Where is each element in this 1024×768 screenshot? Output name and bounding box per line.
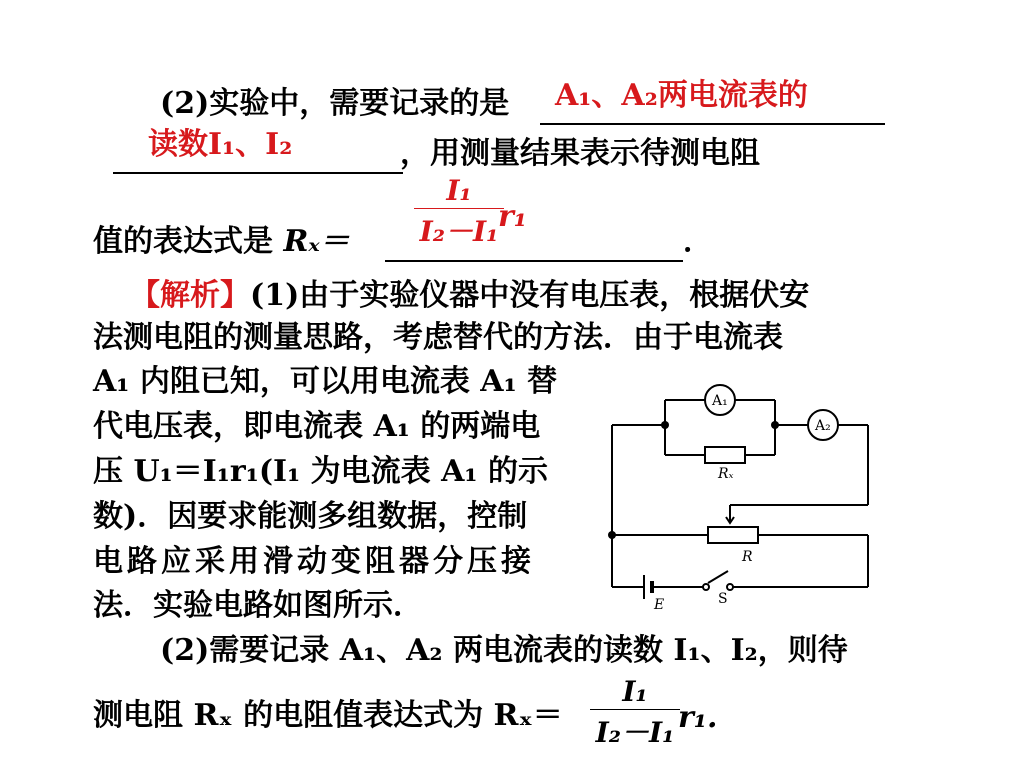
junction-dot (771, 421, 779, 429)
analysis-line-9: (2)需要记录 A₁、A₂ 两电流表的读数 I₁、I₂，则待 (160, 633, 848, 668)
fraction-bar (414, 208, 504, 209)
analysis-line-2: 法测电阻的测量思路，考虑替代的方法．由于电流表 (93, 320, 783, 355)
answer-text-2: 读数I₁、I₂ (148, 127, 293, 162)
analysis-text-1: (1)由于实验仪器中没有电压表，根据伏安 (250, 278, 810, 313)
end-period: ． (683, 224, 713, 259)
question-line-3 (93, 224, 350, 260)
a2-label: A₂ (815, 418, 831, 434)
analysis-line-7: 电路应采用滑动变阻器分压接 (93, 544, 535, 579)
analysis-line-6: 数)．因要求能测多组数据，控制 (93, 499, 528, 534)
analysis-line-4: 代电压表，即电流表 A₁ 的两端电 (93, 409, 541, 444)
junction-dot (608, 531, 616, 539)
answer-fraction (414, 174, 504, 250)
resistor-rx (705, 447, 745, 463)
s-label: S (718, 591, 728, 607)
rx-equals: Rₓ＝ (283, 224, 350, 259)
answer-blank-2 (113, 172, 403, 174)
r-label: R (742, 549, 753, 565)
analysis-fraction-numerator: I₁ (622, 675, 648, 708)
answer-fraction-tail: r₁ (498, 199, 527, 234)
answer-fraction-denominator: I₂－I₁ (419, 215, 499, 248)
switch-contact (703, 584, 709, 590)
analysis-fraction-denominator: I₂－I₁ (595, 716, 675, 749)
answer-fraction-numerator: I₁ (446, 174, 472, 207)
analysis-fraction-bar (590, 709, 680, 710)
analysis-line-1 (130, 278, 809, 314)
question-text: (2)实验中，需要记录的是 (160, 86, 510, 121)
question-line-2: ，用测量结果表示待测电阻 (400, 136, 760, 171)
analysis-fraction-tail: r₁. (678, 700, 718, 735)
analysis-line-8: 法．实验电路如图所示． (93, 588, 423, 623)
a1-label: A₁ (712, 393, 728, 409)
question-line-1 (160, 86, 509, 122)
rheostat-r (708, 527, 758, 543)
answer-blank-3 (385, 260, 683, 262)
analysis-line-10: 测电阻 Rₓ 的电阻值表达式为 Rₓ＝ (93, 698, 563, 733)
switch-lever (708, 571, 728, 583)
junction-dot (661, 421, 669, 429)
analysis-tag: 【解析】 (130, 278, 250, 313)
answer-blank-1 (540, 123, 885, 125)
circuit-diagram (600, 375, 890, 615)
answer-text-1: A₁、A₂两电流表的 (555, 78, 808, 113)
e-label: E (654, 597, 665, 613)
analysis-line-5: 压 U₁＝I₁r₁(I₁ 为电流表 A₁ 的示 (93, 454, 548, 489)
question-text-3: 值的表达式是 (93, 224, 273, 259)
rx-label: Rₓ (718, 466, 734, 482)
switch-contact (727, 584, 733, 590)
analysis-fraction (590, 675, 680, 751)
analysis-line-3: A₁ 内阻已知，可以用电流表 A₁ 替 (93, 364, 558, 399)
